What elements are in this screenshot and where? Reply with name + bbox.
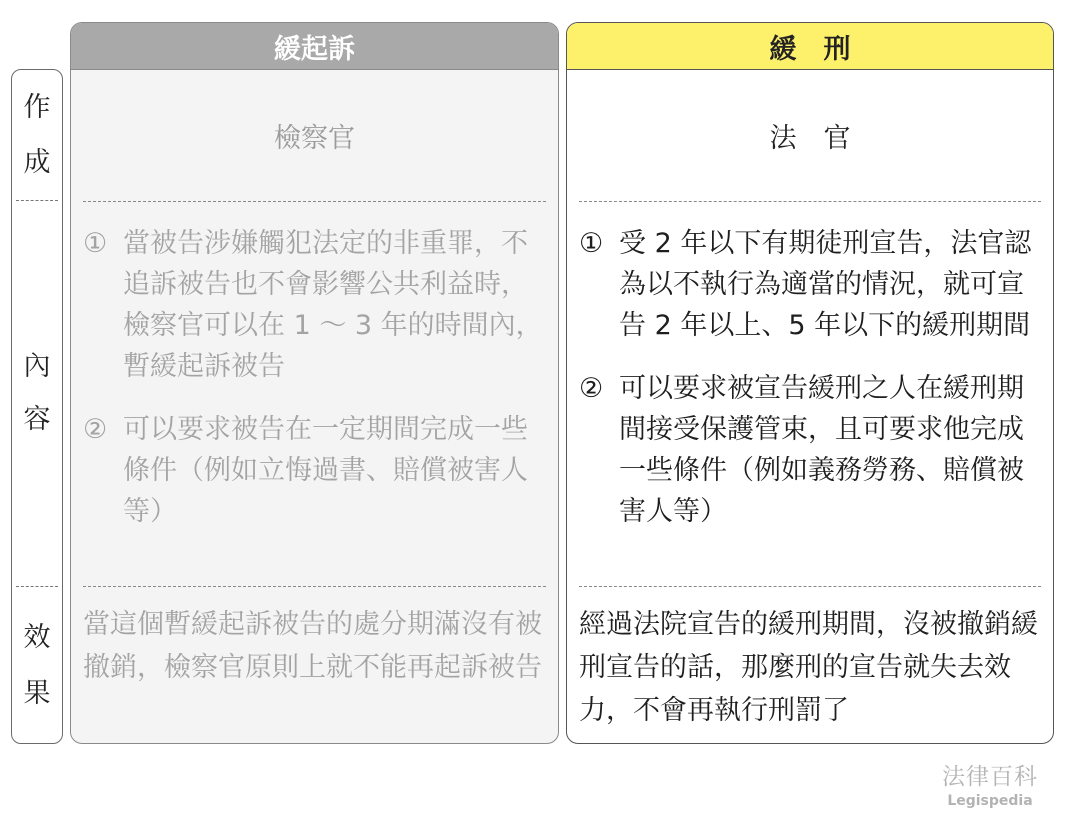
row-label-char: 容 [23,404,51,435]
item-text: 當被告涉嫌觸犯法定的非重罪，不追訴被告也不會影響公共利益時，檢察官可以在 1 ～ 3 年的時間內，暫緩起訴被告 [123,228,543,382]
row-label-char: 作 [23,91,51,123]
divider [579,201,1041,202]
content-item [579,368,1043,532]
item-text: 可以要求被宣告緩刑之人在緩刑期間接受保護管束，且可要求他完成一些條件（例如義務勞務、賠償被害人等） [619,373,1024,527]
content-list [579,223,1043,554]
content-item [83,223,548,387]
brand-name-en: Legispedia [947,793,1033,809]
content-list [83,223,548,554]
row-label-content [12,200,62,586]
creator-cell: 法 官 [769,123,851,154]
content-item [579,223,1043,346]
item-number: ① [83,228,108,259]
deferred-prosecution-panel [70,22,559,744]
brand-name: 法律百科 [942,764,1038,790]
item-text: 受 2 年以下有期徒刑宣告，法官認為以不執行為適當的情況，就可宣告 2 年以上、5 年以下的緩刑期間 [619,228,1032,341]
creator-cell: 檢察官 [274,123,355,154]
divider [83,586,546,587]
row-label-effect [12,586,62,745]
content-item [83,409,548,532]
brand-logo [930,758,1050,809]
row-label-char: 內 [23,350,51,382]
divider [579,586,1041,587]
suspended-sentence-panel [566,22,1054,744]
panel-header: 緩起訴 [71,23,558,70]
item-number: ② [579,373,604,404]
item-number: ① [579,228,604,259]
row-labels-column [11,69,63,744]
row-label-creator [12,70,62,200]
item-number: ② [83,414,108,445]
row-label-char: 成 [23,147,51,178]
panel-header: 緩 刑 [567,23,1053,70]
item-text: 可以要求被告在一定期間完成一些條件（例如立悔過書、賠償被害人等） [123,414,528,527]
divider [83,201,546,202]
row-label-char: 果 [23,677,51,709]
row-label-char: 效 [23,622,51,654]
effect-cell: 經過法院宣告的緩刑期間，沒被撤銷緩刑宣告的話，那麼刑的宣告就失去效力，不會再執行刑罰了 [579,609,1038,726]
effect-cell: 當這個暫緩起訴被告的處分期滿沒有被撤銷，檢察官原則上就不能再起訴被告 [83,609,542,683]
